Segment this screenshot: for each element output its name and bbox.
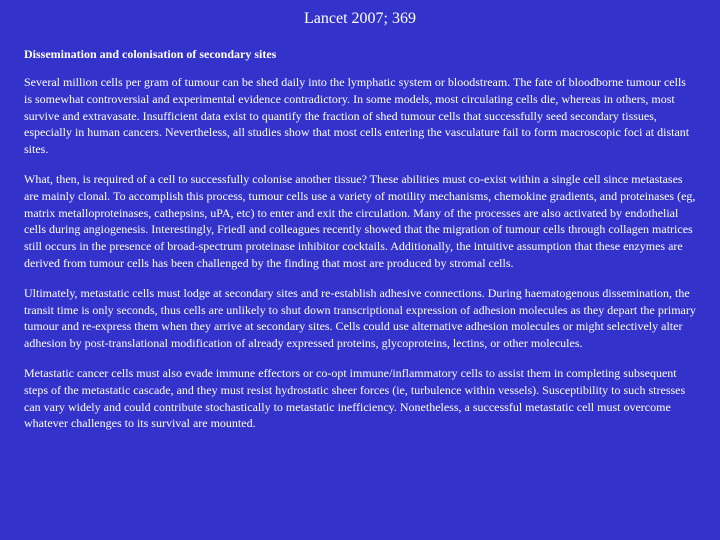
slide-title: Lancet 2007; 369 (304, 10, 416, 27)
paragraph-3: Ultimately, metastatic cells must lodge at secondary sites and re-establish adhesive connections. During haematogenous dissemination, the transit time is only seconds, thus cells are unlikely to shut down transcriptional expression of adhesion molecules as they depart the primary tumour and re-express them when they arrive at secondary sites. Cells could use alternative adhesion molecules or might selectively alter adhesion by post-translational modification of already expressed proteins, glycoproteins, lectins, or other molecules. (24, 285, 696, 351)
paragraph-1: Several million cells per gram of tumour can be shed daily into the lymphatic system or bloodstream. The fate of bloodborne tumour cells is somewhat controversial and experimental evidence contradictory. In some models, most circulating cells die, whereas in others, most survive and extravasate. Insufficient data exist to quantify the fraction of shed tumour cells that successfully seed secondary tissues, especially in human cancers. Nevertheless, all studies show that most cells entering the vasculature fail to form macroscopic foci at distant sites. (24, 75, 690, 157)
paragraph-4: Metastatic cancer cells must also evade immune effectors or co-opt immune/inflammatory cells to assist them in completing subsequent steps of the metastatic cascade, and they must resist hydrostatic sheer forces (ie, turbulence within vessels). Susceptibility to such stresses can vary widely and could contribute stochastically to metastatic inefficiency. Nonetheless, a successful metastatic cell must overcome whatever challenges to its survival are mounted. (24, 365, 686, 431)
paragraph-2: What, then, is required of a cell to successfully colonise another tissue? These abilities must co-exist within a single cell since metastases are mainly clonal. To accomplish this process, tumour cells use a variety of motility mechanisms, chemokine gradients, and proteinases (eg, matrix metalloproteinases, cathepsins, uPA, etc) to enter and exit the circulation. Many of the processes are also activated by endothelial cells during angiogenesis. Interestingly, Friedl and colleagues recently showed that the migration of tumour cells through collagen matrices still occurs in the presence of broad-spectrum proteinase inhibitor cocktails. Additionally, the intuitive assumption that these enzymes are derived from tumour cells has been challenged by the finding that most are produced by stromal cells. (24, 171, 696, 270)
section-heading: Dissemination and colonisation of secondary sites (24, 47, 277, 61)
